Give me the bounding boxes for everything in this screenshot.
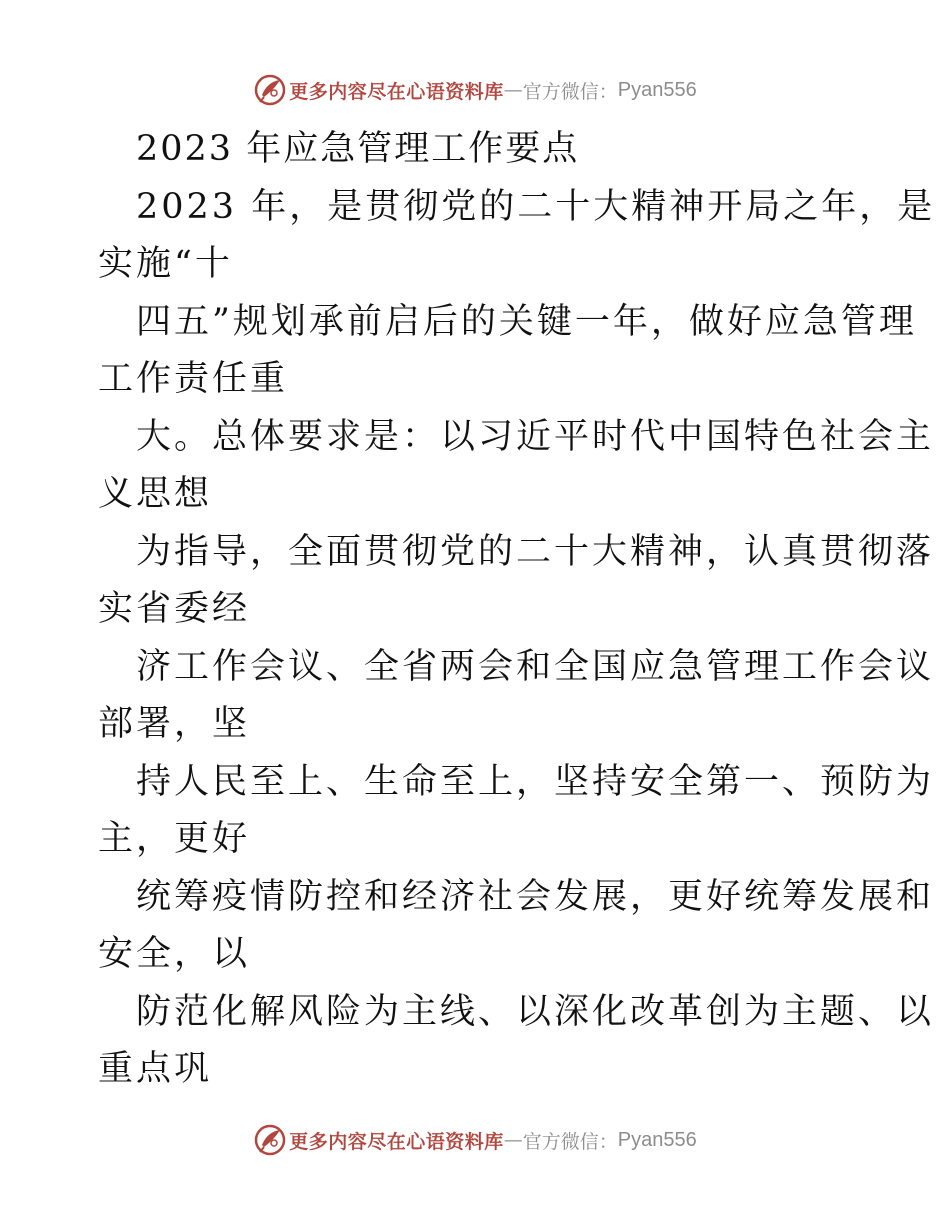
watermark-label: 官方微信：	[522, 1130, 618, 1153]
paragraph-line: 部署，坚	[98, 704, 251, 744]
watermark-main-text: 更多内容尽在心语资料库	[289, 1130, 504, 1153]
paragraph-line: 工作责任重	[98, 359, 289, 399]
watermark-main-text: 更多内容尽在心语资料库	[289, 80, 504, 103]
pen-logo-icon	[253, 1123, 287, 1157]
paragraph-line: 持人民至上、生命至上，坚持安全第一、预防为	[136, 761, 935, 802]
paragraph-line: 大。总体要求是：以习近平时代中国特色社会主	[136, 416, 935, 457]
paragraph-line: 义思想	[98, 474, 213, 514]
paragraph-line: 重点巩	[98, 1049, 213, 1089]
document-body	[98, 121, 936, 1099]
paragraph-line: 为指导，全面贯彻党的二十大精神，认真贯彻落	[136, 531, 935, 572]
watermark-wechat-id: Pyan556	[617, 1128, 697, 1151]
paragraph-line: 防范化解风险为主线、以深化改革创为主题、以	[136, 991, 935, 1032]
document-title: 2023 年应急管理工作要点	[136, 129, 580, 169]
watermark-dash: —	[503, 1129, 523, 1151]
paragraph-line: 四五”规划承前启后的关键一年，做好应急管理	[136, 301, 917, 342]
paragraph-line: 实省委经	[98, 589, 251, 629]
footer-watermark	[0, 1120, 950, 1160]
paragraph-line: 2023 年，是贯彻党的二十大精神开局之年，是	[136, 186, 936, 227]
paragraph-line: 实施“十	[98, 244, 233, 284]
watermark-label: 官方微信：	[522, 80, 618, 103]
paragraph-line: 济工作会议、全省两会和全国应急管理工作会议	[136, 646, 935, 687]
pen-logo-icon	[253, 73, 287, 107]
paragraph-line: 安全，以	[98, 934, 251, 974]
paragraph-line: 主，更好	[98, 819, 251, 859]
paragraph-line: 统筹疫情防控和经济社会发展，更好统筹发展和	[136, 876, 935, 917]
watermark-wechat-id: Pyan556	[617, 78, 697, 101]
header-watermark	[0, 70, 950, 110]
watermark-dash: —	[503, 79, 523, 101]
